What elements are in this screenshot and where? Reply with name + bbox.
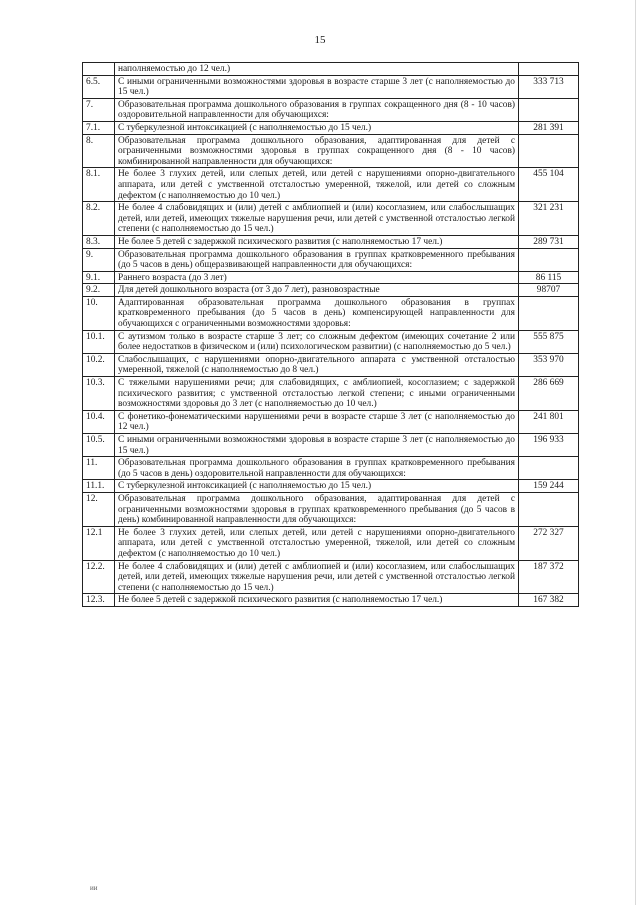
row-description: наполняемостью до 12 чел.) (115, 63, 519, 76)
row-value: 159 244 (519, 480, 579, 493)
table-row (83, 63, 579, 76)
row-value: 333 713 (519, 75, 579, 98)
row-number: 9. (83, 248, 115, 271)
table-row (83, 134, 579, 168)
row-description: Не более 5 детей с задержкой психического развития (с наполняемостью 17 чел.) (115, 235, 519, 248)
row-number: 8.3. (83, 235, 115, 248)
row-description: Не более 4 слабовидящих и (или) детей с амблиопией и (или) косоглазием, или слабослышащих детей, или детей, имеющих тяжелые нарушения речи, или детей с умственной отсталостью легкой степени (с наполняемостью до 15 чел.) (115, 560, 519, 594)
footer-mark: ии (90, 884, 98, 892)
row-value: 167 382 (519, 594, 579, 607)
row-description: С аутизмом только в возрасте старше 3 лет; со сложным дефектом (имеющих сочетание 2 или более недостатков в физическом и (или) психологическом развитии) (с наполняемостью до 5 чел.) (115, 330, 519, 353)
row-value: 187 372 (519, 560, 579, 594)
row-value (519, 248, 579, 271)
row-description: Не более 4 слабовидящих и (или) детей с амблиопией и (или) косоглазием, или слабослышащих детей, или детей, имеющих тяжелые нарушения речи, или детей с умственной отсталостью легкой степени (с наполняемостью до 15 чел.) (115, 202, 519, 236)
row-number: 9.1. (83, 271, 115, 284)
row-number: 12.2. (83, 560, 115, 594)
row-number: 6.5. (83, 75, 115, 98)
table-row (83, 457, 579, 480)
row-description: Не более 3 глухих детей, или слепых детей, или детей с нарушениями опорно-двигательного аппарата, или детей с умственной отсталостью умеренной, тяжелой, или детей со сложным дефектом (с наполняемостью до 10 чел.) (115, 168, 519, 202)
row-description: С иными ограниченными возможностями здоровья в возрасте старше 3 лет (с наполняемостью до 15 чел.) (115, 434, 519, 457)
table-row (83, 377, 579, 411)
table-row (83, 434, 579, 457)
row-number (83, 63, 115, 76)
row-description: Для детей дошкольного возраста (от 3 до 7 лет), разновозрастные (115, 284, 519, 297)
row-description: Образовательная программа дошкольного образования в группах кратковременного пребывания (до 5 часов в день) общеразвивающей направленности для обучающихся: (115, 248, 519, 271)
table-row (83, 330, 579, 353)
row-number: 8. (83, 134, 115, 168)
row-description: Образовательная программа дошкольного образования, адаптированная для детей с ограниченными возможностями здоровья в группах кратковременного пребывания (до 5 часов в день) комбинированной направленности для обучающихся: (115, 492, 519, 526)
table-row (83, 271, 579, 284)
row-number: 7.1. (83, 121, 115, 134)
row-description: Не более 3 глухих детей, или слепых детей, или детей с нарушениями опорно-двигательного аппарата, или детей с умственной отсталостью умеренной, тяжелой, или детей со сложным дефектом (с наполняемостью до 10 чел.) (115, 526, 519, 560)
row-value: 241 801 (519, 410, 579, 433)
row-description: С иными ограниченными возможностями здоровья в возрасте старше 3 лет (с наполняемостью до 15 чел.) (115, 75, 519, 98)
row-value (519, 492, 579, 526)
row-description: С фонетико-фонематическими нарушениями речи в возрасте старше 3 лет (с наполняемостью до 12 чел.) (115, 410, 519, 433)
row-description: Не более 5 детей с задержкой психического развития (с наполняемостью 17 чел.) (115, 594, 519, 607)
row-value: 272 327 (519, 526, 579, 560)
row-value: 353 970 (519, 353, 579, 376)
table-row (83, 480, 579, 493)
row-description: Образовательная программа дошкольного образования в группах кратковременного пребывания (до 5 часов в день) оздоровительной направленности для обучающихся: (115, 457, 519, 480)
row-number: 10.1. (83, 330, 115, 353)
row-value (519, 63, 579, 76)
table-row (83, 98, 579, 121)
row-description: Слабослышащих, с нарушениями опорно-двигательного аппарата с умственной отсталостью умеренной, тяжелой (с наполняемостью до 8 чел.) (115, 353, 519, 376)
row-number: 8.1. (83, 168, 115, 202)
row-value: 281 391 (519, 121, 579, 134)
row-number: 10.2. (83, 353, 115, 376)
row-description: С тяжелыми нарушениями речи; для слабовидящих, с амблиопией, косоглазием; с задержкой психического развития; с умственной отсталостью легкой степени; с иными ограниченными возможностями здоровья до 3 лет (с наполняемостью до 10 чел.) (115, 377, 519, 411)
row-value (519, 457, 579, 480)
row-number: 12.3. (83, 594, 115, 607)
row-number: 10.4. (83, 410, 115, 433)
row-description: С туберкулезной интоксикацией (с наполняемостью до 15 чел.) (115, 121, 519, 134)
table-row (83, 248, 579, 271)
row-description: Адаптированная образовательная программа дошкольного образования в группах кратковременного пребывания (до 5 часов в день) компенсирующей направленности для обучающихся с ограниченными возможностями здоровья: (115, 296, 519, 330)
table-row (83, 526, 579, 560)
table-row (83, 235, 579, 248)
table-row (83, 296, 579, 330)
row-number: 11.1. (83, 480, 115, 493)
page-number: 15 (314, 34, 326, 46)
table-body (83, 63, 579, 607)
row-description: С туберкулезной интоксикацией (с наполняемостью до 15 чел.) (115, 480, 519, 493)
table-row (83, 492, 579, 526)
row-value (519, 98, 579, 121)
table-row (83, 353, 579, 376)
table-row (83, 168, 579, 202)
row-value: 286 669 (519, 377, 579, 411)
row-description: Раннего возраста (до 3 лет) (115, 271, 519, 284)
row-value: 196 933 (519, 434, 579, 457)
table-row (83, 594, 579, 607)
row-value: 86 115 (519, 271, 579, 284)
row-value (519, 134, 579, 168)
row-number: 12. (83, 492, 115, 526)
row-description: Образовательная программа дошкольного образования в группах сокращенного дня (8 - 10 часов) оздоровительной направленности для обучающихся: (115, 98, 519, 121)
table-row (83, 410, 579, 433)
table-row (83, 121, 579, 134)
row-number: 12.1 (83, 526, 115, 560)
scan-edge-line (635, 0, 636, 905)
table-row (83, 284, 579, 297)
row-value (519, 296, 579, 330)
row-value: 289 731 (519, 235, 579, 248)
row-number: 7. (83, 98, 115, 121)
table-row (83, 560, 579, 594)
row-number: 9.2. (83, 284, 115, 297)
row-value: 98707 (519, 284, 579, 297)
row-number: 11. (83, 457, 115, 480)
row-value: 321 231 (519, 202, 579, 236)
row-description: Образовательная программа дошкольного образования, адаптированная для детей с ограниченными возможностями здоровья в группах сокращенного дня (8 - 10 часов) комбинированной направленности для обучающихся: (115, 134, 519, 168)
row-number: 10.5. (83, 434, 115, 457)
row-value: 555 875 (519, 330, 579, 353)
tariff-table (82, 62, 579, 607)
table-row (83, 75, 579, 98)
row-number: 8.2. (83, 202, 115, 236)
table-row (83, 202, 579, 236)
row-number: 10. (83, 296, 115, 330)
row-number: 10.3. (83, 377, 115, 411)
row-value: 455 104 (519, 168, 579, 202)
